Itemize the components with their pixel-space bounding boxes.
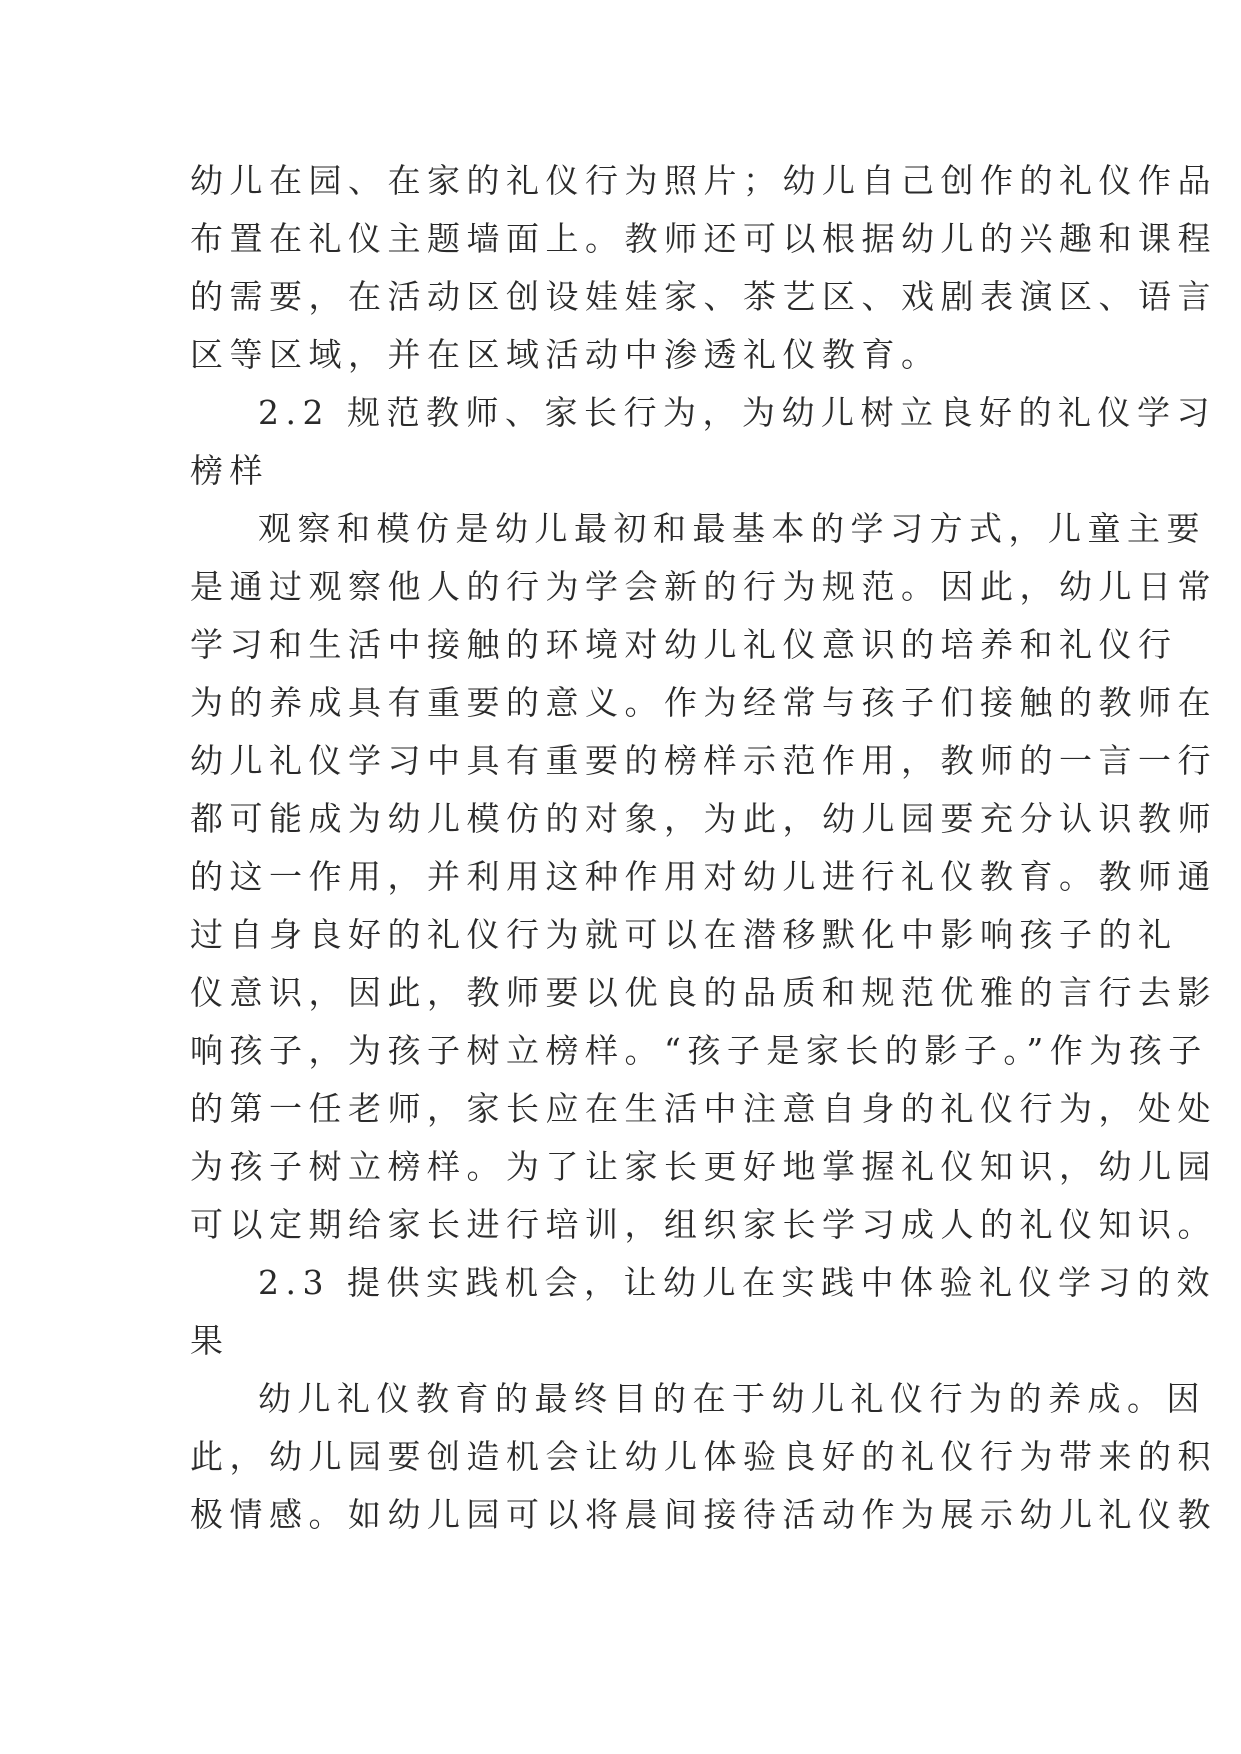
text-line: 可以定期给家长进行培训，组织家长学习成人的礼仪知识。 — [190, 1205, 1217, 1244]
text-line: 过自身良好的礼仪行为就可以在潜移默化中影响孩子的礼 — [190, 915, 1178, 954]
section-heading: 2.2 规范教师、家长行为，为幼儿树立良好的礼仪学习 — [258, 393, 1216, 432]
text-line: 仪意识，因此，教师要以优良的品质和规范优雅的言行去影 — [190, 973, 1217, 1012]
text-line: 幼儿在园、在家的礼仪行为照片；幼儿自己创作的礼仪作品 — [190, 161, 1217, 200]
text-line: 的这一作用，并利用这种作用对幼儿进行礼仪教育。教师通 — [190, 857, 1217, 896]
text-line: 区等区域，并在区域活动中渗透礼仪教育。 — [190, 335, 941, 374]
text-line: 此，幼儿园要创造机会让幼儿体验良好的礼仪行为带来的积 — [190, 1437, 1217, 1476]
text-line: 都可能成为幼儿模仿的对象，为此，幼儿园要充分认识教师 — [190, 799, 1217, 838]
text-line: 布置在礼仪主题墙面上。教师还可以根据幼儿的兴趣和课程 — [190, 219, 1217, 258]
text-line: 学习和生活中接触的环境对幼儿礼仪意识的培养和礼仪行 — [190, 625, 1178, 664]
section-heading: 2.3 提供实践机会，让幼儿在实践中体验礼仪学习的效 — [258, 1263, 1216, 1302]
text-line: 是通过观察他人的行为学会新的行为规范。因此，幼儿日常 — [190, 567, 1217, 606]
text-line: 为的养成具有重要的意义。作为经常与孩子们接触的教师在 — [190, 683, 1217, 722]
text-line: 观察和模仿是幼儿最初和最基本的学习方式，儿童主要 — [258, 509, 1206, 548]
text-line: 为孩子树立榜样。为了让家长更好地掌握礼仪知识，幼儿园 — [190, 1147, 1217, 1186]
text-line: 极情感。如幼儿园可以将晨间接待活动作为展示幼儿礼仪教 — [190, 1495, 1217, 1534]
section-heading-continued: 榜样 — [190, 451, 269, 490]
text-line: 的需要，在活动区创设娃娃家、茶艺区、戏剧表演区、语言 — [190, 277, 1217, 316]
text-line: 幼儿礼仪学习中具有重要的榜样示范作用，教师的一言一行 — [190, 741, 1217, 780]
text-line: 幼儿礼仪教育的最终目的在于幼儿礼仪行为的养成。因 — [258, 1379, 1206, 1418]
section-heading-continued: 果 — [190, 1321, 230, 1360]
text-line: 的第一任老师，家长应在生活中注意自身的礼仪行为，处处 — [190, 1089, 1217, 1128]
text-line: 响孩子，为孩子树立榜样。“孩子是家长的影子。”作为孩子 — [190, 1031, 1208, 1070]
